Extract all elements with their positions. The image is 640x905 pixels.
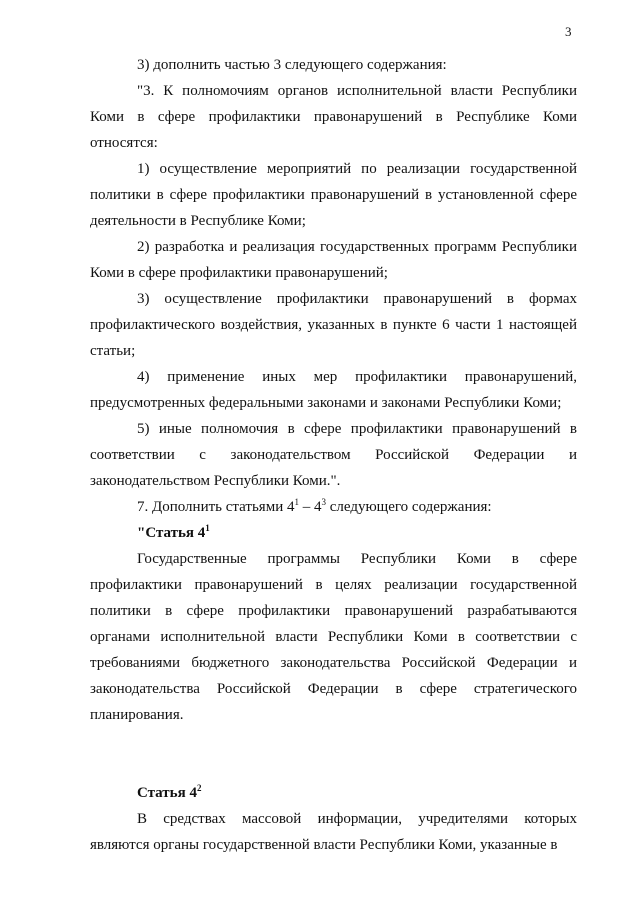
- paragraph-authorities-intro: "3. К полномочиям органов исполнительной власти Республики Коми в сфере профилактики правонарушений в Республике Коми относятся:: [90, 83, 577, 151]
- spacer: [90, 728, 577, 754]
- article-heading-4-2-text: Статья 4: [137, 785, 197, 801]
- article-heading-4-1: [90, 520, 577, 546]
- article-4-2-body: В средствах массовой информации, учредителями которых являются органы государственной власти Республики Коми, указанные в: [90, 811, 577, 853]
- add-articles-sup-1: 1: [294, 497, 299, 507]
- add-articles-text-before: 7. Дополнить статьями 4: [137, 499, 295, 515]
- page-number: 3: [565, 24, 572, 39]
- spacer: [90, 754, 577, 780]
- article-heading-4-1-sup: 1: [205, 523, 210, 533]
- paragraph-add-articles: [90, 494, 577, 520]
- paragraph-amendment-part3: 3) дополнить частью 3 следующего содержания:: [137, 57, 447, 73]
- list-item-4: 4) применение иных мер профилактики правонарушений, предусмотренных федеральными законами и законами Республики Коми;: [90, 369, 577, 411]
- add-articles-text-after: следующего содержания:: [325, 499, 492, 515]
- article-heading-4-1-text: "Статья 4: [137, 525, 206, 541]
- list-item-5: 5) иные полномочия в сфере профилактики правонарушений в соответствии с законодательством Российской Федерации и законодательством Республики Коми.".: [90, 421, 577, 489]
- list-item-3: 3) осуществление профилактики правонарушений в формах профилактического воздействия, указанных в пункте 6 части 1 настоящей статьи;: [90, 291, 577, 359]
- add-articles-text-middle: – 4: [298, 499, 322, 515]
- add-articles-sup-2: 3: [321, 497, 326, 507]
- list-item-2: 2) разработка и реализация государственных программ Республики Коми в сфере профилактики правонарушений;: [90, 239, 577, 281]
- document-body: [90, 52, 577, 858]
- list-item-1: 1) осуществление мероприятий по реализации государственной политики в сфере профилактики правонарушений в установленной сфере деятельности в Республике Коми;: [90, 161, 577, 229]
- article-4-1-body: Государственные программы Республики Коми в сфере профилактики правонарушений в целях реализации государственной политики в сфере профилактики правонарушений разрабатываются органами исполнительной власти Республики Коми в соответствии с требованиями бюджетного законодательства Российской Федерации и законодательства Российской Федерации в сфере стратегического планирования.: [90, 551, 577, 723]
- article-heading-4-2: [90, 780, 577, 806]
- article-heading-4-2-sup: 2: [196, 783, 202, 793]
